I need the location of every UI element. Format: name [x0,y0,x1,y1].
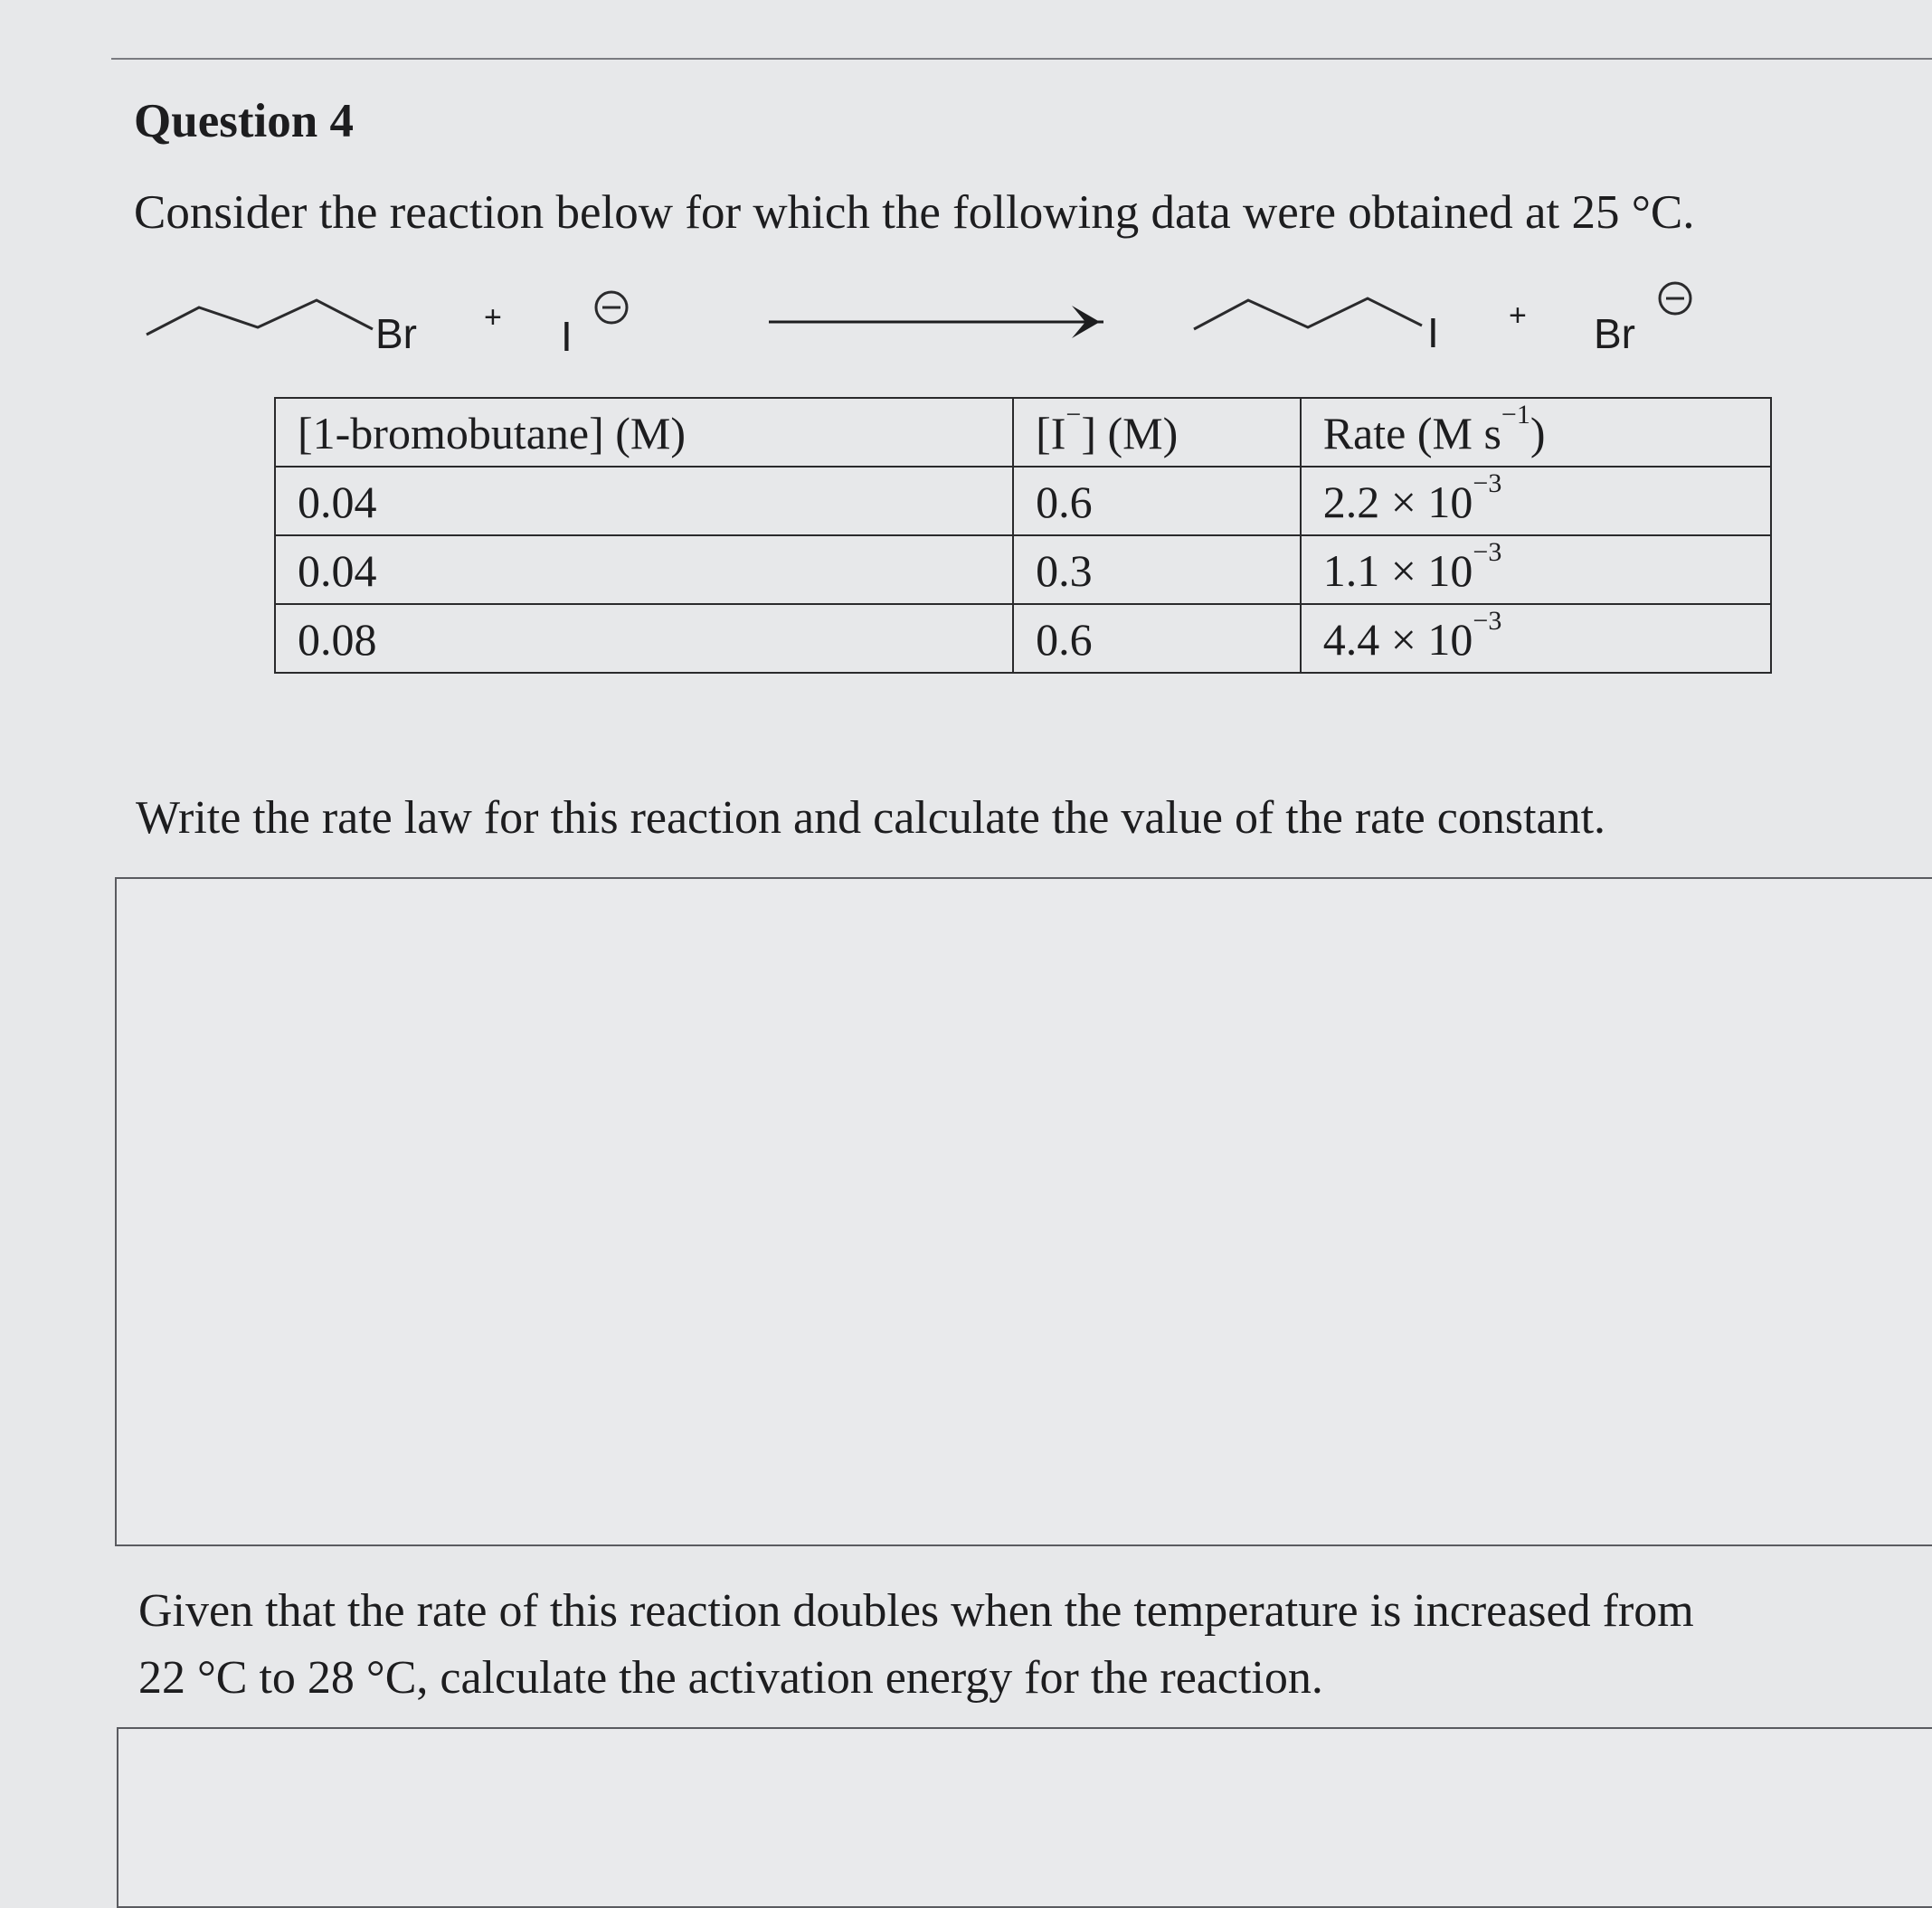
header-rate: Rate (M $s^{-1}$) [1301,398,1771,467]
header-iodide: [I−] (M) [1013,398,1301,467]
cell-bromobutane: 0.04 [275,467,1013,535]
table-header-row [275,398,1771,467]
bromide-charge-icon [1660,283,1690,314]
cell-iodide: 0.6 [1013,604,1301,673]
rate-data-table [274,397,1772,674]
cell-rate: $2.2 \times 10^{-3}$ [1301,467,1771,535]
rate-law-answer-box[interactable] [115,877,1932,1546]
table-row [275,467,1771,535]
iodide-charge-icon [596,292,627,323]
cell-rate: $4.4 \times 10^{-3}$ [1301,604,1771,673]
cell-bromobutane: 0.08 [275,604,1013,673]
header-bromobutane: [1-bromobutane] (M) [275,398,1013,467]
iodide-label: I [561,313,573,360]
plus-sign-2: + [1509,298,1527,333]
top-divider [111,58,1932,60]
cell-iodide: 0.6 [1013,467,1301,535]
activation-energy-prompt [138,1578,1857,1712]
activation-energy-prompt-line2: 22 °C to 28 °C, calculate the activation energy for the reaction. [138,1652,1323,1704]
cell-iodide: 0.3 [1013,535,1301,604]
product-chain-bonds [1194,298,1422,329]
reaction-scheme [136,271,1728,380]
cell-bromobutane: 0.04 [275,535,1013,604]
reactant-bromine-label: Br [375,310,417,357]
plus-sign-1: + [484,300,502,335]
activation-energy-answer-box[interactable] [117,1727,1932,1908]
reaction-arrow-icon [769,306,1131,338]
table-row [275,604,1771,673]
question-intro: Consider the reaction below for which the following data were obtained at 25 °C. [134,186,1695,239]
question-title: Question 4 [134,95,354,147]
product-iodine-label: I [1427,309,1439,356]
bromide-label: Br [1594,310,1635,357]
table-row [275,535,1771,604]
activation-energy-prompt-line1: Given that the rate of this reaction doubles when the temperature is increased from [138,1585,1694,1637]
rate-law-prompt: Write the rate law for this reaction and calculate the value of the rate constant. [136,792,1606,844]
cell-rate: $1.1 \times 10^{-3}$ [1301,535,1771,604]
reactant-chain-bonds [147,300,373,335]
